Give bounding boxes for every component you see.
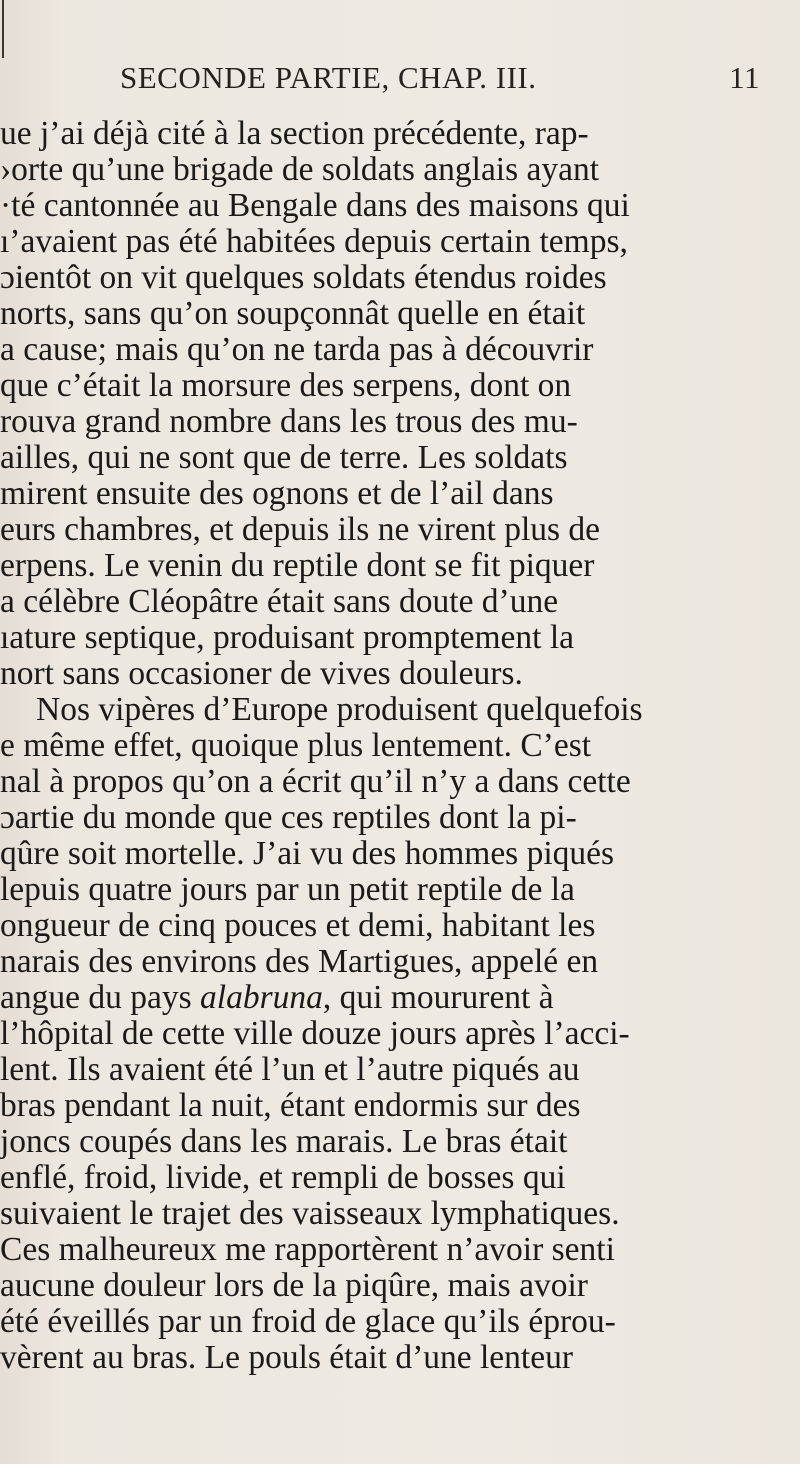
text-line: suivaient le trajet des vaisseaux lymphatiques.	[0, 1195, 620, 1232]
text-line: ongueur de cinq pouces et demi, habitant les	[0, 907, 596, 944]
text-line: ·té cantonnée au Bengale dans des maisons qui	[0, 187, 630, 224]
text-line: erpens. Le venin du reptile dont se fit piquer	[0, 547, 595, 584]
text-line: Nos vipères d’Europe produisent quelquefois	[36, 691, 643, 728]
text-line: vèrent au bras. Le pouls était d’une lenteur	[0, 1339, 574, 1376]
text-line: lepuis quatre jours par un petit reptile de la	[0, 871, 575, 908]
page-edge-mark	[2, 0, 4, 58]
text-line: ı’avaient pas été habitées depuis certain temps,	[0, 223, 628, 260]
text-line: nort sans occasioner de vives douleurs.	[0, 655, 523, 692]
text-segment: , qui moururent à	[322, 979, 554, 1016]
text-line: a cause; mais qu’on ne tarda pas à découvrir	[0, 331, 594, 368]
text-segment: angue du pays	[0, 979, 192, 1016]
text-line: nal à propos qu’on a écrit qu’il n’y a dans cette	[0, 763, 631, 800]
page-number: 11	[729, 60, 760, 95]
text-line: qûre soit mortelle. J’ai vu des hommes piqués	[0, 835, 615, 872]
text-line: ɔartie du monde que ces reptiles dont la pi-	[0, 799, 577, 836]
text-line: ue j’ai déjà cité à la section précédente, rap-	[0, 115, 589, 152]
text-line: ɔientôt on vit quelques soldats étendus roides	[0, 259, 607, 296]
text-line: bras pendant la nuit, étant endormis sur des	[0, 1087, 581, 1124]
text-line: mirent ensuite des ognons et de l’ail dans	[0, 475, 554, 512]
text-line: enflé, froid, livide, et rempli de bosses qui	[0, 1159, 566, 1196]
italic-term: alabruna	[200, 979, 323, 1016]
text-line: ›orte qu’une brigade de soldats anglais ayant	[0, 151, 600, 188]
text-line: lent. Ils avaient été l’un et l’autre piqués au	[0, 1051, 580, 1088]
text-line: l’hôpital de cette ville douze jours après l’acci-	[0, 1015, 630, 1052]
text-line: Ces malheureux me rapportèrent n’avoir senti	[0, 1231, 615, 1268]
text-line: ıature septique, produisant promptement la	[0, 619, 574, 656]
text-line: été éveillés par un froid de glace qu’ils éprou-	[0, 1303, 616, 1340]
text-line: aucune douleur lors de la piqûre, mais avoir	[0, 1267, 588, 1304]
text-line: eurs chambres, et depuis ils ne virent plus de	[0, 511, 601, 548]
text-line: a célèbre Cléopâtre était sans doute d’une	[0, 583, 559, 620]
text-line: rouva grand nombre dans les trous des mu-	[0, 403, 578, 440]
running-head-title: SECONDE PARTIE, CHAP. III.	[120, 60, 537, 95]
text-line: e même effet, quoique plus lentement. C’est	[0, 727, 592, 764]
running-head	[120, 60, 760, 110]
text-line: que c’était la morsure des serpens, dont on	[0, 367, 572, 404]
text-line: ailles, qui ne sont que de terre. Les soldats	[0, 439, 568, 476]
text-line: norts, sans qu’on soupçonnât quelle en était	[0, 295, 586, 332]
text-line: joncs coupés dans les marais. Le bras était	[0, 1123, 568, 1160]
text-line: narais des environs des Martigues, appelé en	[0, 943, 599, 980]
